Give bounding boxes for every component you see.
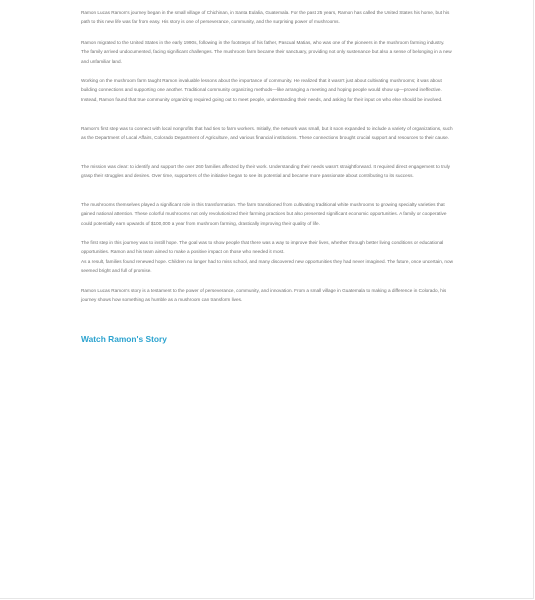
paragraph-migration: Ramon migrated to the United States in the early 1990s, following in the footsteps of his father, Pascual Matias, who was one of the pioneers in the mushroom farming industry. The family arrived undocumented, facing significant challenges. The mushroom farm became their sanctuary, providing not only sustenance but also a sense of belonging in a new and unfamiliar land.	[81, 40, 452, 64]
paragraph-conclusion: Ramon Lucas Ramon's story is a testament to the power of perseverance, community, and innovation. From a small village in Guatemala to making a difference in Colorado, his journey shows how something as humble as a mushroom can transform lives.	[81, 288, 447, 303]
paragraph-specialty-mushrooms: The mushrooms themselves played a significant role in this transformation. The farm transitioned from cultivating traditional white mushrooms to growing specialty varieties that gained national attention. These colorful mushrooms not only revolutionized their farming practices but also presented significant economic opportunities. A family or cooperative could potentially earn upwards of $100,000 a year from mushroom farming, drastically improving their quality of life.	[81, 202, 447, 226]
paragraph-origin: Ramon Lucas Ramon's journey began in the small village of Chichinan, in Santa Eulalia, Guatemala. For the past 25 years, Ramon has called the United States his home, but his path to this new life was far from easy. His story is one of perseverance, community, and the surprising power of mushrooms.	[81, 10, 450, 25]
paragraph-hope: The first step in this journey was to instill hope. The goal was to show people that there was a way to improve their lives, whether through better living conditions or educational opportunities. Ramon and his team aimed to make a positive impact on those who needed it most. As a result, families found renewed hope. Children no longer had to miss school, and many discovered new opportunities they had never imagined. The future, once uncertain, now seemed bright and full of promise.	[81, 240, 454, 274]
paragraph-nonprofit-network: Ramon's first step was to connect with local nonprofits that had ties to farm workers. Initially, the network was small, but it soon expanded to include a variety of organizations, such as the Department of Local Affairs, Colorado Department of Agriculture, and various financial institutions. These connections brought crucial support and resources to their cause.	[81, 126, 453, 141]
paragraph-mission: The mission was clear: to identify and support the over 260 families affected by their work. Understanding their needs wasn't straightforward. It required direct engagement to truly grasp their struggles and desires. Over time, supporters of the initiative began to see its potential and became more passionate about contributing to its success.	[81, 164, 450, 179]
video-section-heading: Watch Ramon's Story	[81, 334, 167, 344]
paragraph-community-lessons: Working on the mushroom farm taught Ramon invaluable lessons about the importance of community. He realized that it wasn't just about cultivating mushrooms; it was about building connections and supporting one another. Traditional community organizing methods—like arranging a meeting and hoping people would show up—proved ineffective. Instead, Ramon found that true community organizing required going out to meet people, understanding their needs, and asking for their input on who else should be involved.	[81, 78, 443, 102]
